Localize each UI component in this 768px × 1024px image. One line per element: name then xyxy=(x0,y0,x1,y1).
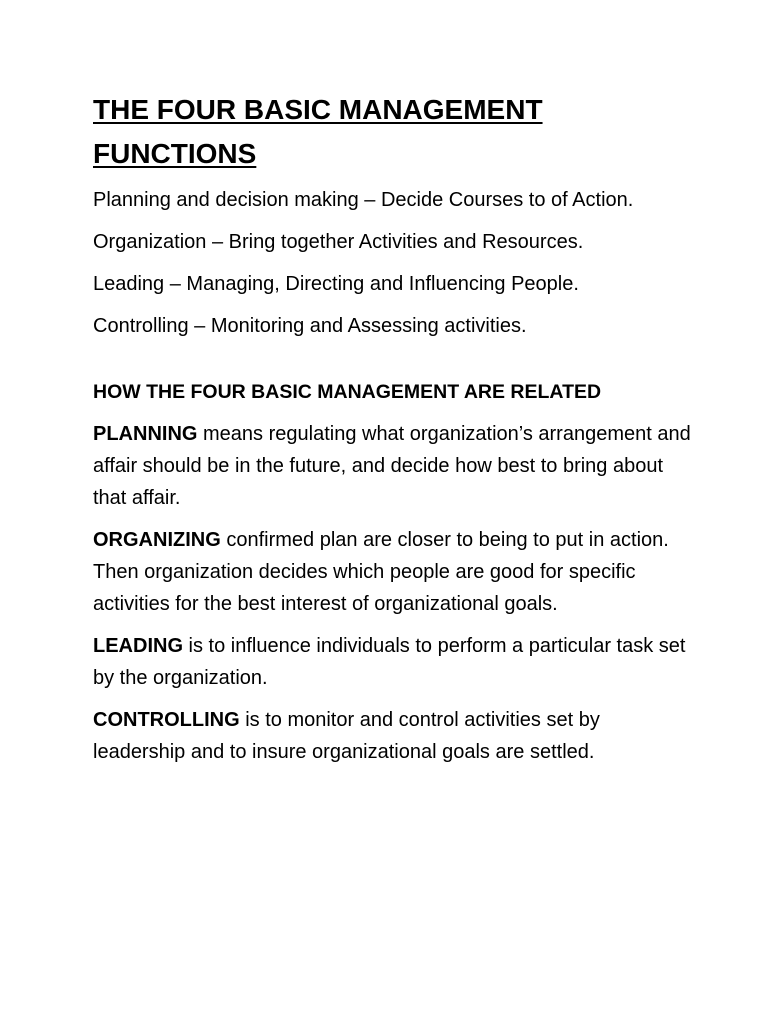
relation-term: PLANNING xyxy=(93,423,198,445)
relation-leading xyxy=(93,630,693,694)
function-controlling: Controlling – Monitoring and Assessing activities. xyxy=(93,315,527,337)
relation-text: confirmed plan are closer to being to put in action. Then organization decides which people are good for specific activities for the best interest of organizational goals. xyxy=(93,529,669,615)
document-title-line-2: FUNCTIONS xyxy=(93,138,257,169)
relation-term: ORGANIZING xyxy=(93,529,221,551)
relation-term: CONTROLLING xyxy=(93,709,240,731)
relation-text: is to monitor and control activities set by leadership and to insure organizational goals are settled. xyxy=(93,709,600,763)
relation-text: is to influence individuals to perform a particular task set by the organization. xyxy=(93,635,686,689)
relation-planning xyxy=(93,418,693,514)
relation-controlling xyxy=(93,704,693,768)
function-leading: Leading – Managing, Directing and Influencing People. xyxy=(93,273,579,295)
function-planning: Planning and decision making – Decide Courses to of Action. xyxy=(93,189,634,211)
section-heading: HOW THE FOUR BASIC MANAGEMENT ARE RELATED xyxy=(93,381,602,403)
document-page xyxy=(93,88,693,778)
relation-organizing xyxy=(93,524,693,620)
function-organization: Organization – Bring together Activities and Resources. xyxy=(93,231,584,253)
document-title-line-1: THE FOUR BASIC MANAGEMENT xyxy=(93,94,543,125)
document-title xyxy=(93,88,693,176)
relation-text: means regulating what organization’s arrangement and affair should be in the future, and decide how best to bring about that affair. xyxy=(93,423,691,509)
relation-term: LEADING xyxy=(93,635,183,657)
